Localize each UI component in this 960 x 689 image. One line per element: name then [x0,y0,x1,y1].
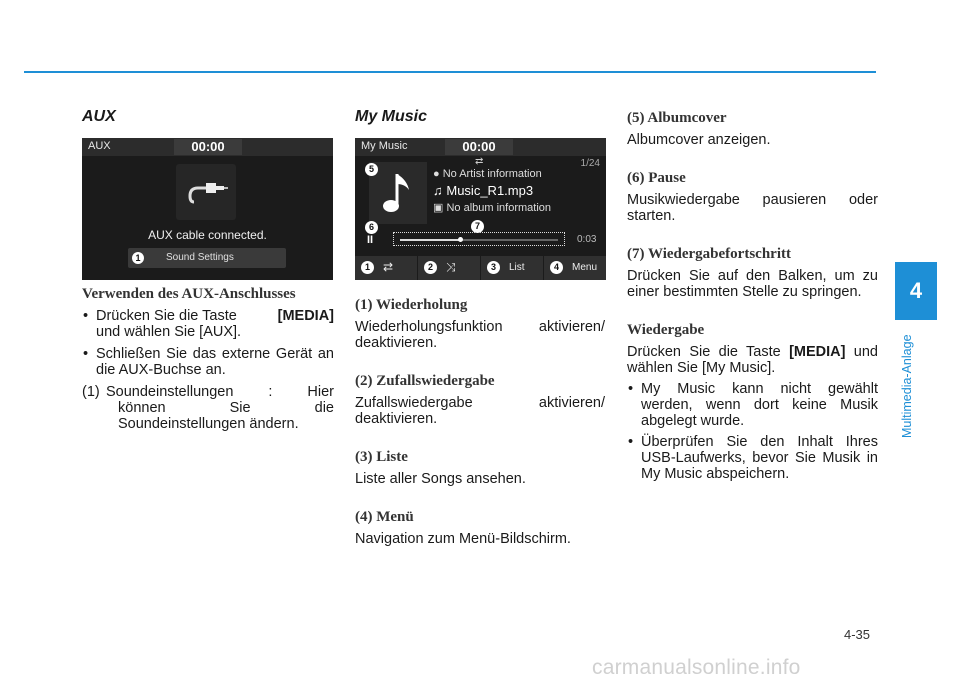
aux-screen-title: AUX [88,140,111,152]
track-count: 1/24 [580,158,600,169]
mymusic-button-bar [355,256,606,280]
right-section [627,110,878,482]
note-icon: ♫ [433,183,447,198]
sound-settings-button[interactable] [128,248,286,268]
repeat-icon: ⇄ [383,260,394,274]
item-5-text: Albumcover anzeigen. [627,132,771,148]
callout-6: 6 [365,221,378,234]
aux-usage-heading: Verwenden des AUX-Anschlusses [82,286,296,302]
chapter-label-wrap [900,334,916,568]
item-3-text: Liste aller Songs ansehen. [355,471,526,487]
aux-cable-icon [176,164,236,220]
mymusic-screen [355,138,606,280]
artist-row [433,168,542,180]
callout-7: 7 [471,220,484,233]
callout-4: 4 [550,261,563,274]
shuffle-button[interactable] [418,256,481,280]
progress-bar[interactable] [393,232,565,246]
mymusic-section [355,108,605,547]
person-icon: ● [433,168,443,180]
item-2-heading: (2) Zufallswiedergabe [355,373,495,389]
mymusic-title: My Music [355,108,428,125]
mymusic-screen-header [355,138,606,156]
chapter-label: Multimedia-Anlage [900,334,914,438]
progress-knob[interactable] [458,237,463,242]
aux-item-1-line3: Soundeinstellungen ändern. [118,416,299,432]
callout-3: 3 [487,261,500,274]
playback-bullet-2: • Überprüfen Sie den Inhalt Ihres USB-Laufwerks, bevor Sie Musik in My Music abspeichern. [627,434,878,482]
item-3-heading: (3) Liste [355,449,408,465]
artist-text: No Artist information [442,168,542,180]
aux-item-1-number: (1) [82,384,100,400]
repeat-status-icon: ⇄ [475,156,484,167]
playback-bullet-1: • My Music kann nicht gewählt werden, wenn dort keine Musik abgelegt wurde. [627,381,878,429]
aux-bullet-1-text: Drücken Sie die Taste [96,308,237,324]
elapsed-time: 0:03 [577,234,597,245]
item-7-text: Drücken Sie auf den Balken, um zu einer bestimmten Stelle zu springen. [627,268,878,300]
repeat-button[interactable] [355,256,418,280]
aux-title: AUX [82,108,116,125]
aux-screen [82,138,333,280]
item-2-text: Zufallswiedergabe aktivieren/ deaktivieren. [355,395,605,427]
watermark: carmanualsonline.info [592,656,801,679]
song-row [433,183,533,198]
song-title: Music_R1.mp3 [446,183,534,198]
callout-1: 1 [132,252,144,264]
menu-button[interactable] [544,256,606,280]
pause-button[interactable]: II [367,234,374,246]
list-button[interactable] [481,256,544,280]
aux-bullet-2: • Schließen Sie das externe Gerät an die AUX-Buchse an. [82,346,334,378]
callout-2: 2 [424,261,437,274]
item-4-heading: (4) Menü [355,509,414,525]
mymusic-screen-title: My Music [361,140,408,152]
callout-1: 1 [361,261,374,274]
item-1-heading: (1) Wiederholung [355,297,468,313]
item-6-text: Musikwiedergabe pausieren oder starten. [627,192,878,224]
playback-heading: Wiedergabe [627,322,705,338]
aux-bullet-1-text-cont: und wählen Sie [AUX]. [96,324,242,340]
callout-5: 5 [365,163,378,176]
progress-fill [400,239,460,241]
aux-section [82,108,334,432]
sound-settings-label: Sound Settings [166,252,234,263]
aux-item-1-line1: Soundeinstellungen : Hier [106,384,334,400]
aux-bullet-1 [82,308,334,340]
aux-screen-header [82,138,333,156]
mymusic-clock: 00:00 [445,139,513,155]
shuffle-icon: ⤨ [446,260,456,274]
item-4-text: Navigation zum Menü-Bildschirm. [355,531,571,547]
item-6-heading: (6) Pause [627,170,686,186]
aux-item-1-line2: können Sie die [118,400,334,416]
playback-text [627,344,878,376]
album-text: No album information [446,202,552,214]
album-row [433,201,551,214]
item-5-heading: (5) Albumcover [627,110,727,126]
playback-text-pre: Drücken Sie die Taste [627,344,790,360]
chapter-tab: 4 [895,262,937,320]
playback-text-post: und wählen Sie [My Music]. [627,344,878,376]
playback-media-key: [MEDIA] [789,344,846,360]
aux-status-message: AUX cable connected. [148,228,267,242]
aux-item-1-body [82,384,334,432]
list-label: List [509,262,525,273]
media-key-label: [MEDIA] [277,308,334,324]
header-rule [24,71,876,73]
item-7-heading: (7) Wiedergabefortschritt [627,246,791,262]
aux-item-1 [82,384,334,432]
aux-clock: 00:00 [174,139,242,155]
page-number: 4-35 [844,627,871,642]
menu-label: Menu [572,262,598,273]
item-1-text: Wiederholungsfunktion aktivieren/ deaktivieren. [355,319,605,351]
album-icon: ▣ [433,202,447,214]
